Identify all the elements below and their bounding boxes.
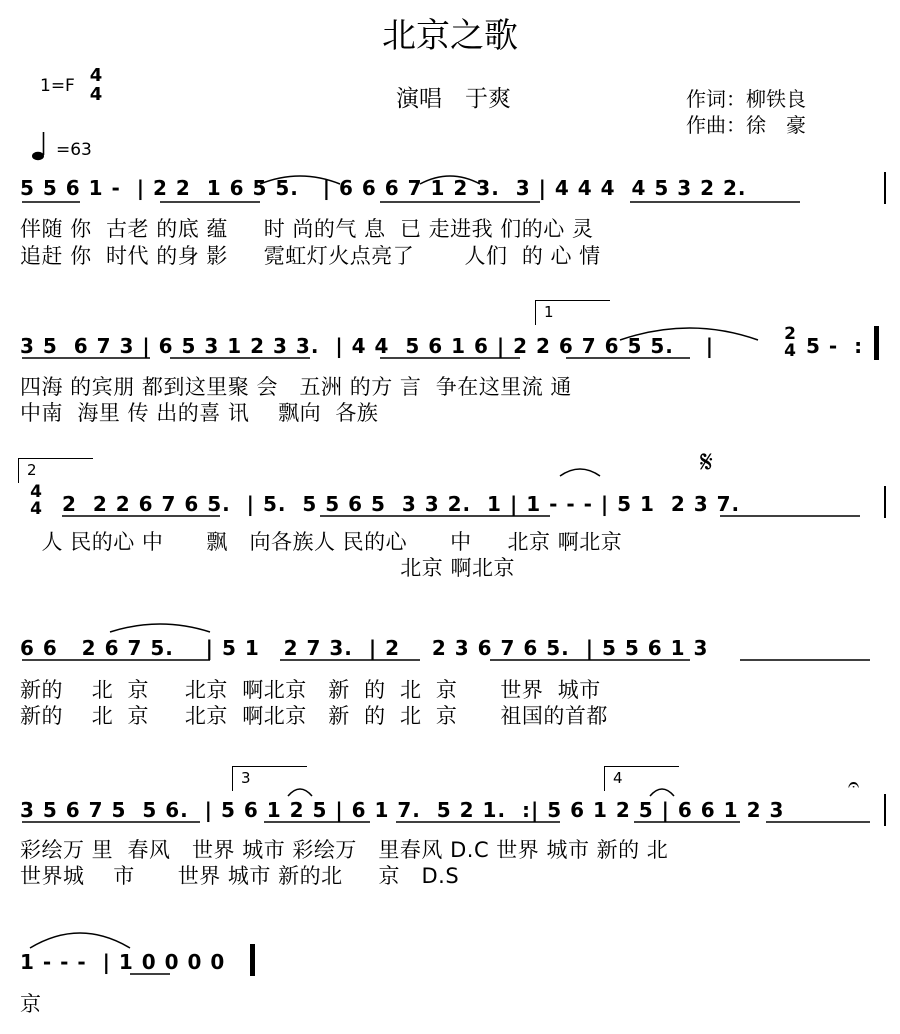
time-change-bottom: 4 [784, 341, 796, 361]
notation-line-2: 3 5 6 7 3 | 6 5 3 1 2 3 3. | 4 4 5 6 1 6 | 2 2 6 7 6 5 5. | [20, 334, 715, 358]
slur [420, 176, 480, 184]
lyrics-line-5b: 世界城 市 世界 城市 新的北 京 D.S [20, 864, 460, 888]
singer-credit: 演唱 于爽 [396, 86, 511, 112]
fermata-icon: 𝄐 [848, 772, 860, 796]
segno-icon: 𝄋 [700, 445, 713, 480]
notation-line-6: 1 - - - | 1 0 0 0 0 [20, 950, 226, 974]
slur [110, 624, 210, 632]
tempo-value: =63 [56, 140, 92, 160]
time-signature-top: 4 [89, 65, 103, 86]
lyrics-line-6: 京 [20, 992, 42, 1016]
lyrics-line-2a: 四海 的宾朋 都到这里聚 会 五洲 的方 言 争在这里流 通 [20, 375, 572, 399]
time-change-2-bottom: 4 [30, 499, 42, 519]
lyrics-line-3a: 人 民的心 中 飘 向各族人 民的心 中 北京 啊北京 [20, 530, 623, 554]
notation-line-3: 2 2 2 6 7 6 5. | 5. 5 5 6 5 3 3 2. 1 | 1 - - - | 5 1 2 3 7. [62, 492, 741, 516]
notation-line-4: 6 6 2 6 7 5. | 5 1 2 7 3. | 2 2 3 6 7 6 5. | 5 5 6 1 3 [20, 636, 709, 660]
composer-credit: 作曲：徐 豪 [686, 113, 806, 137]
lyrics-line-5a: 彩绘万 里 春风 世界 城市 彩绘万 里春风 D.C 世界 城市 新的 北 [20, 838, 669, 862]
key-signature: 1=F [40, 76, 75, 96]
volta-3: 3 [232, 766, 307, 791]
volta-1: 1 [535, 300, 610, 325]
notation-line-1: 5 5 6 1 - | 2 2 1 6 5 5. | 6 6 6 7 1 2 3. 3 | 4 4 4 4 5 3 2 2. [20, 176, 747, 200]
time-signature-bottom: 4 [89, 84, 103, 105]
slur [560, 469, 600, 476]
volta-2: 2 [18, 458, 93, 483]
notation-end-2: 5 - : [806, 334, 864, 358]
notation-line-5: 3 5 6 7 5 5 6. | 5 6 1 2 5 | 6 1 7. 5 2 1. :| 5 6 1 2 5 | 6 6 1 2 3 [20, 798, 785, 822]
time-change-2-top: 4 [30, 482, 42, 502]
lyrics-line-4b: 新的 北 京 北京 啊北京 新 的 北 京 祖国的首都 [20, 704, 608, 728]
lyrics-line-3b: 北京 啊北京 [20, 556, 515, 580]
time-change-top: 2 [784, 324, 796, 344]
lyrics-line-1b: 追赶 你 时代 的身 影 霓虹灯火点亮了 人们 的 心 情 [20, 244, 601, 268]
song-title: 北京之歌 [382, 16, 518, 56]
lyrics-line-1a: 伴随 你 古老 的底 蕴 时 尚的气 息 已 走进我 们的心 灵 [20, 217, 594, 241]
slur [288, 789, 312, 796]
lyrics-line-4a: 新的 北 京 北京 啊北京 新 的 北 京 世界 城市 [20, 678, 601, 702]
lyricist-credit: 作词：柳铁良 [686, 87, 806, 111]
slur [650, 789, 674, 796]
volta-4: 4 [604, 766, 679, 791]
slur [30, 933, 130, 948]
slur [260, 176, 340, 184]
lyrics-line-2b: 中南 海里 传 出的喜 讯 飘向 各族 [20, 401, 379, 425]
slur [620, 328, 758, 340]
